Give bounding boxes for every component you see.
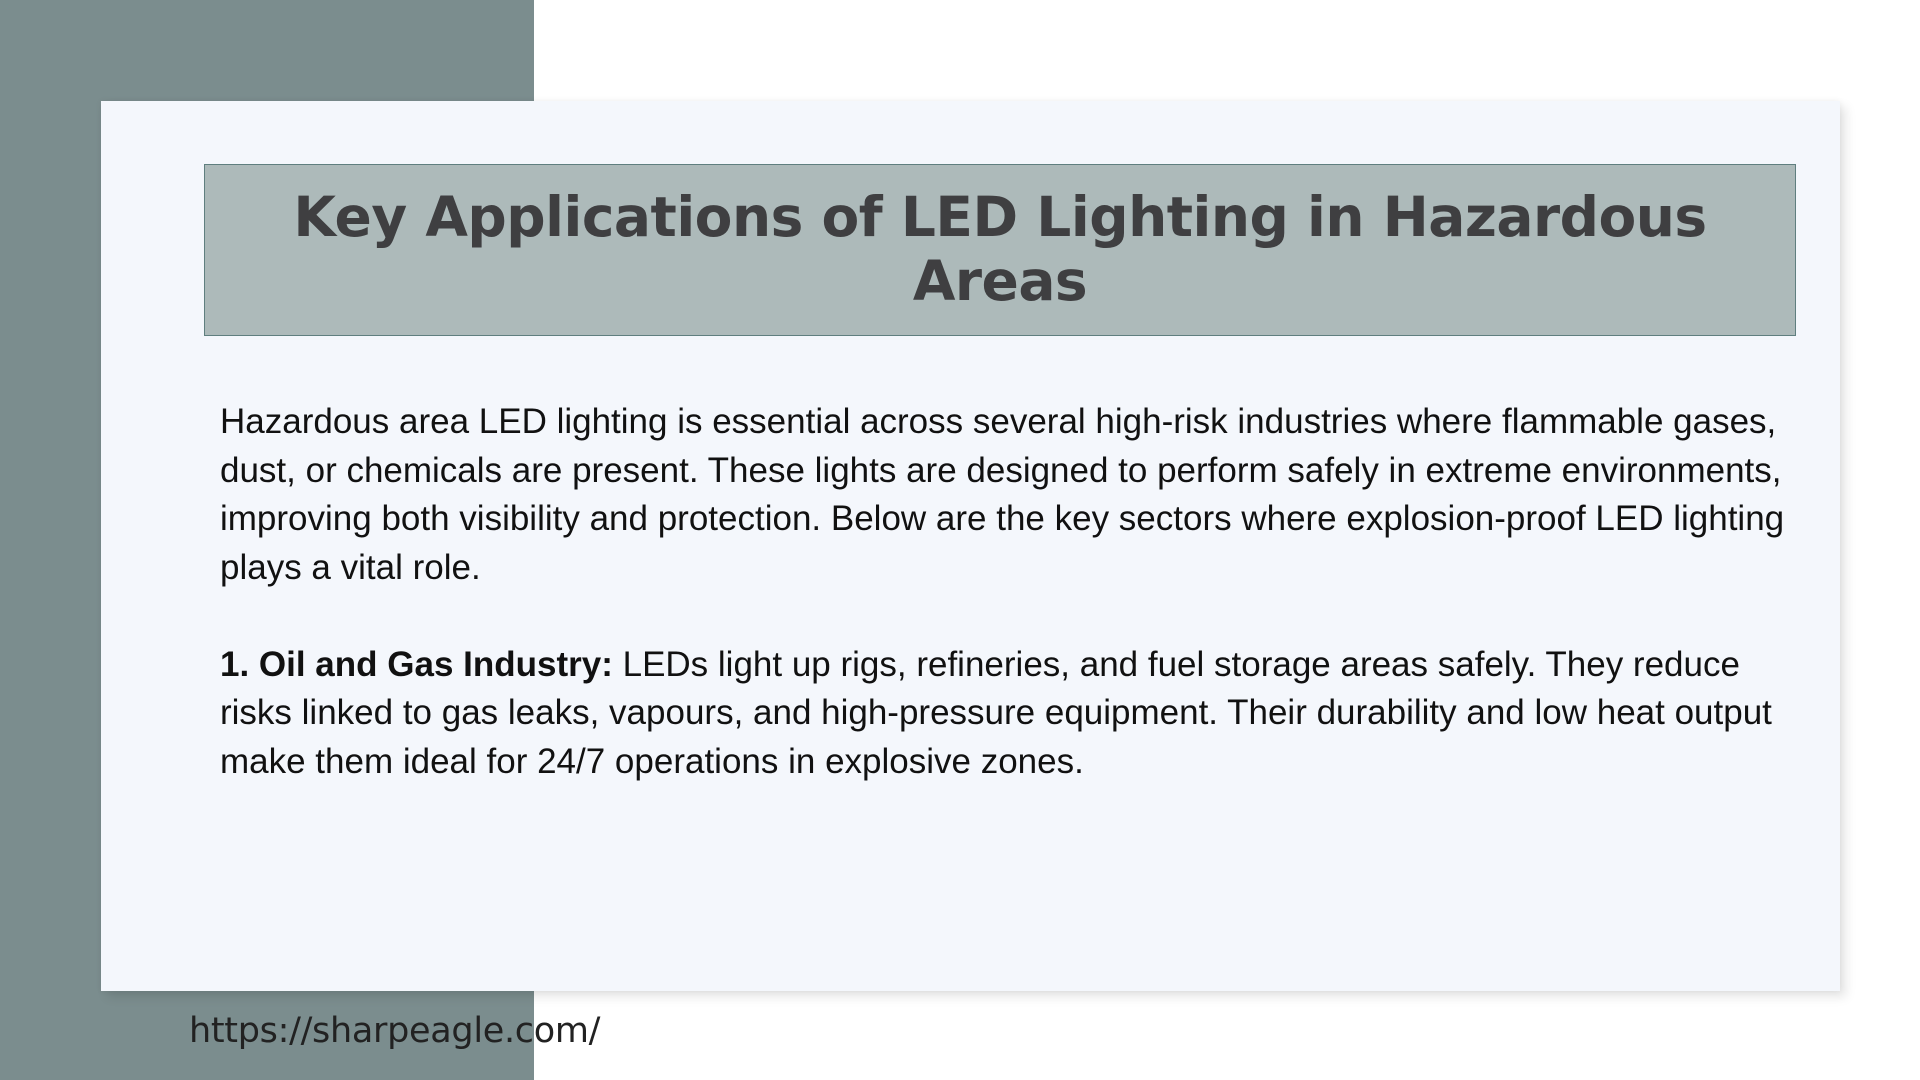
title-box — [204, 164, 1796, 336]
list-item — [220, 641, 1820, 787]
body-text — [220, 398, 1820, 835]
intro-paragraph: Hazardous area LED lighting is essential across several high-risk industries where flammable gases, dust, or chemicals are present. These lights are designed to perform safely in extreme environments, improving both visibility and protection. Below are the key sectors where explosion-proof LED lighting plays a vital role. — [220, 402, 1785, 587]
slide-title: Key Applications of LED Lighting in Hazardous Areas — [293, 185, 1707, 313]
item-text: LEDs light up rigs, refineries, and fuel storage areas safely. They reduce risks linked to gas leaks, vapours, and high-pressure equipment. Their durability and low heat output make them ideal for 24/7 operations in explosive zones. — [220, 644, 1772, 781]
footer-url: https://sharpeagle.com/ — [189, 1011, 601, 1051]
item-lead: 1. Oil and Gas Industry: — [220, 644, 613, 684]
